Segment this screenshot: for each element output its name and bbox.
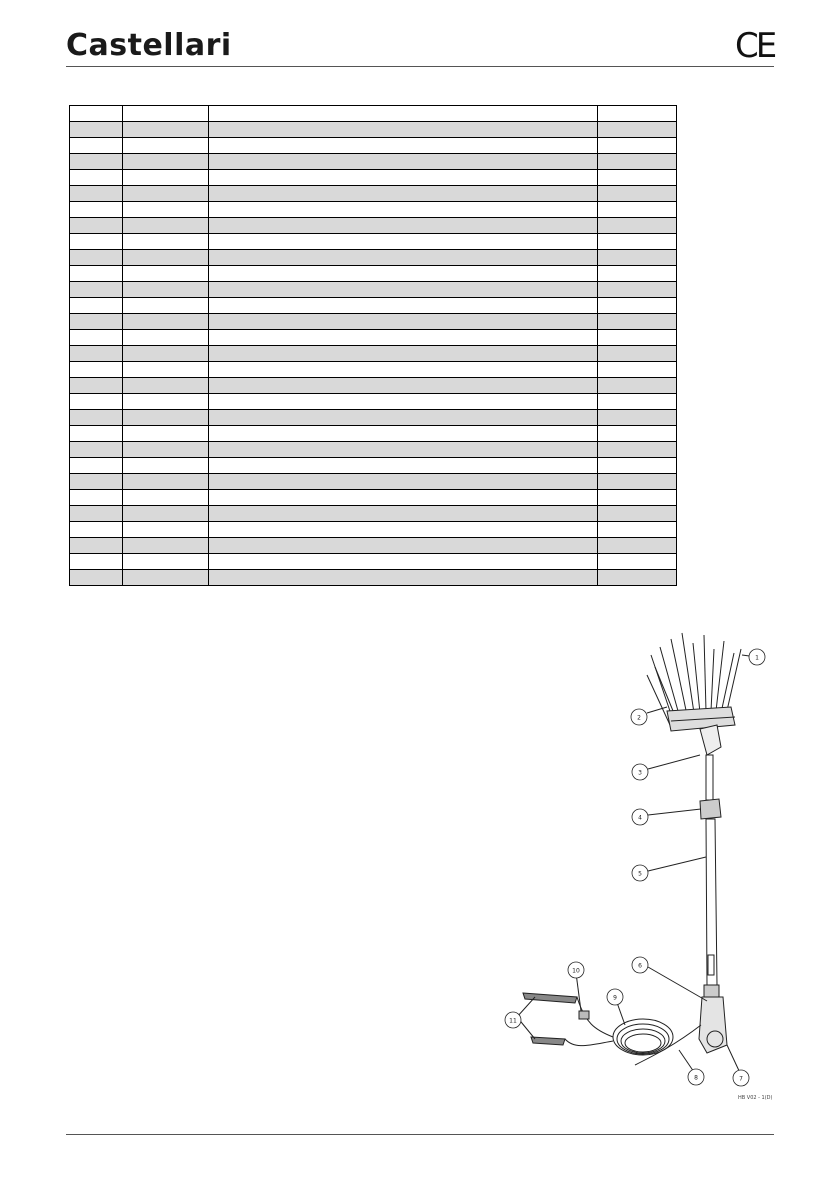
table-cell	[209, 554, 598, 570]
table-cell	[70, 314, 123, 330]
table-cell	[123, 266, 209, 282]
table-row	[70, 570, 677, 586]
table-cell	[123, 362, 209, 378]
table-row	[70, 474, 677, 490]
table-cell	[209, 474, 598, 490]
table-cell	[70, 122, 123, 138]
table-cell	[70, 186, 123, 202]
table-cell	[123, 170, 209, 186]
table-cell	[598, 250, 677, 266]
table-cell	[123, 106, 209, 122]
table-cell	[209, 570, 598, 586]
table-cell	[598, 186, 677, 202]
table-cell	[209, 394, 598, 410]
table-cell	[209, 458, 598, 474]
callout-label: 6	[638, 962, 642, 970]
table-cell	[70, 346, 123, 362]
table-cell	[598, 410, 677, 426]
table-cell	[70, 282, 123, 298]
table-cell	[598, 266, 677, 282]
table-cell	[70, 442, 123, 458]
table-row	[70, 186, 677, 202]
table-cell	[598, 202, 677, 218]
table-cell	[598, 298, 677, 314]
callout-label: 11	[509, 1017, 517, 1025]
brand-logo: Castellari	[66, 28, 232, 63]
callout-label: 5	[638, 870, 642, 878]
parts-table	[69, 105, 677, 586]
table-cell	[209, 138, 598, 154]
table-cell	[70, 138, 123, 154]
table-row	[70, 218, 677, 234]
table-cell	[598, 138, 677, 154]
table-cell	[123, 506, 209, 522]
table-cell	[209, 298, 598, 314]
table-cell	[209, 346, 598, 362]
table-row	[70, 106, 677, 122]
table-cell	[123, 410, 209, 426]
callout-label: 2	[637, 714, 641, 722]
table-cell	[598, 474, 677, 490]
table-cell	[123, 218, 209, 234]
table-cell	[70, 362, 123, 378]
table-cell	[209, 234, 598, 250]
table-cell	[70, 410, 123, 426]
table-cell	[123, 330, 209, 346]
callout-label: 10	[572, 967, 580, 975]
table-row	[70, 330, 677, 346]
table-row	[70, 426, 677, 442]
table-cell	[209, 378, 598, 394]
table-cell	[123, 186, 209, 202]
callout-label: 4	[638, 814, 642, 822]
table-cell	[123, 490, 209, 506]
table-cell	[209, 122, 598, 138]
callout-label: 3	[638, 769, 642, 777]
table-cell	[209, 538, 598, 554]
table-cell	[598, 554, 677, 570]
table-cell	[123, 314, 209, 330]
table-cell	[598, 522, 677, 538]
table-cell	[598, 170, 677, 186]
table-row	[70, 522, 677, 538]
table-cell	[70, 458, 123, 474]
callout-label: 8	[694, 1074, 698, 1082]
table-row	[70, 298, 677, 314]
drawing-code: HB V02 - 1(D)	[738, 1095, 773, 1101]
table-row	[70, 554, 677, 570]
table-cell	[209, 426, 598, 442]
table-cell	[70, 522, 123, 538]
callout-label: 7	[739, 1075, 743, 1083]
product-exploded-drawing	[495, 625, 785, 1105]
table-cell	[70, 266, 123, 282]
table-cell	[209, 490, 598, 506]
table-cell	[209, 202, 598, 218]
table-cell	[123, 138, 209, 154]
table-cell	[209, 522, 598, 538]
table-row	[70, 362, 677, 378]
table-cell	[598, 106, 677, 122]
table-cell	[70, 426, 123, 442]
table-cell	[598, 362, 677, 378]
table-cell	[598, 570, 677, 586]
table-cell	[209, 170, 598, 186]
table-cell	[70, 394, 123, 410]
table-cell	[598, 154, 677, 170]
table-cell	[598, 330, 677, 346]
table-row	[70, 154, 677, 170]
table-cell	[123, 442, 209, 458]
table-cell	[70, 202, 123, 218]
table-cell	[598, 442, 677, 458]
table-cell	[598, 282, 677, 298]
table-cell	[123, 250, 209, 266]
table-row	[70, 202, 677, 218]
table-cell	[123, 282, 209, 298]
table-row	[70, 314, 677, 330]
table-cell	[209, 218, 598, 234]
table-cell	[70, 234, 123, 250]
table-cell	[123, 394, 209, 410]
table-cell	[70, 490, 123, 506]
table-cell	[70, 298, 123, 314]
table-cell	[598, 234, 677, 250]
table-cell	[123, 122, 209, 138]
table-cell	[70, 154, 123, 170]
table-row	[70, 378, 677, 394]
table-cell	[209, 250, 598, 266]
table-cell	[598, 346, 677, 362]
table-row	[70, 490, 677, 506]
table-cell	[598, 426, 677, 442]
table-cell	[70, 554, 123, 570]
table-row	[70, 122, 677, 138]
table-cell	[70, 330, 123, 346]
table-cell	[209, 410, 598, 426]
table-cell	[123, 458, 209, 474]
table-row	[70, 458, 677, 474]
header-rule	[66, 66, 774, 67]
table-cell	[209, 506, 598, 522]
table-cell	[598, 538, 677, 554]
table-cell	[209, 186, 598, 202]
table-cell	[123, 474, 209, 490]
callout-label: 1	[755, 654, 759, 662]
footer-rule	[66, 1134, 774, 1135]
table-row	[70, 538, 677, 554]
table-row	[70, 346, 677, 362]
table-cell	[598, 506, 677, 522]
table-cell	[123, 298, 209, 314]
table-row	[70, 250, 677, 266]
table-cell	[598, 314, 677, 330]
table-cell	[70, 250, 123, 266]
table-cell	[123, 538, 209, 554]
table-cell	[123, 378, 209, 394]
table-cell	[123, 202, 209, 218]
table-cell	[70, 106, 123, 122]
table-row	[70, 506, 677, 522]
table-cell	[70, 170, 123, 186]
table-row	[70, 266, 677, 282]
table-cell	[123, 154, 209, 170]
table-cell	[598, 218, 677, 234]
table-cell	[209, 330, 598, 346]
table-row	[70, 138, 677, 154]
table-cell	[209, 282, 598, 298]
callout-label: 9	[613, 994, 617, 1002]
table-cell	[123, 522, 209, 538]
table-row	[70, 394, 677, 410]
table-cell	[70, 570, 123, 586]
table-row	[70, 442, 677, 458]
table-cell	[598, 378, 677, 394]
table-row	[70, 282, 677, 298]
table-cell	[70, 378, 123, 394]
table-cell	[70, 474, 123, 490]
table-cell	[598, 394, 677, 410]
table-cell	[209, 154, 598, 170]
table-cell	[209, 106, 598, 122]
table-cell	[598, 122, 677, 138]
table-cell	[70, 218, 123, 234]
table-cell	[70, 506, 123, 522]
table-cell	[70, 538, 123, 554]
table-cell	[123, 554, 209, 570]
table-cell	[598, 490, 677, 506]
table-row	[70, 234, 677, 250]
table-cell	[123, 570, 209, 586]
table-row	[70, 170, 677, 186]
table-cell	[123, 426, 209, 442]
table-cell	[123, 346, 209, 362]
table-cell	[598, 458, 677, 474]
table-cell	[209, 442, 598, 458]
table-row	[70, 410, 677, 426]
table-cell	[209, 266, 598, 282]
table-cell	[209, 314, 598, 330]
table-cell	[123, 234, 209, 250]
table-cell	[209, 362, 598, 378]
ce-mark: CE	[735, 26, 775, 66]
